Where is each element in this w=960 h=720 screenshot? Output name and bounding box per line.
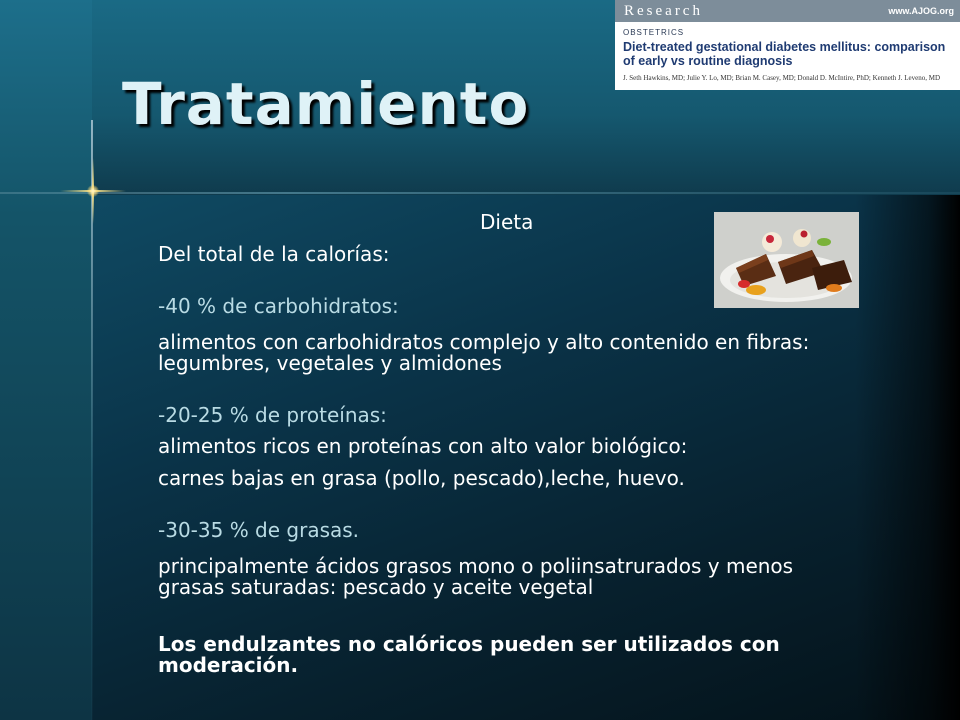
proteins-header: -20-25 % de proteínas: bbox=[158, 403, 387, 427]
desserts-photo bbox=[714, 212, 859, 308]
right-shade bbox=[855, 195, 960, 720]
calories-intro: Del total de la calorías: bbox=[158, 242, 390, 266]
sparkle-icon bbox=[60, 158, 126, 224]
carbohydrates-text: alimentos con carbohidratos complejo y alto contenido en fibras: legumbres, vegetales y almidones bbox=[158, 330, 810, 375]
desserts-icon bbox=[714, 212, 859, 308]
article-title: Diet-treated gestational diabetes mellitus: comparison of early vs routine diagnosis bbox=[623, 40, 946, 68]
diet-heading: Dieta bbox=[480, 210, 534, 234]
horizontal-divider bbox=[0, 192, 960, 194]
research-header-image bbox=[615, 0, 960, 90]
article-authors: J. Seth Hawkins, MD; Julie Y. Lo, MD; Brian M. Casey, MD; Donald D. McIntire, PhD; Kenneth J. Leveno, MD bbox=[623, 74, 941, 82]
carbohydrates-header: -40 % de carbohidratos: bbox=[158, 294, 399, 318]
research-bar bbox=[615, 0, 960, 22]
slide-title: Tratamiento bbox=[122, 70, 530, 138]
section-label: OBSTETRICS bbox=[623, 28, 685, 37]
sweeteners-note: Los endulzantes no calóricos pueden ser utilizados con moderación. bbox=[158, 632, 780, 677]
research-label: Research bbox=[624, 3, 703, 19]
proteins-text-1: alimentos ricos en proteínas con alto valor biológico: bbox=[158, 434, 688, 458]
left-band bbox=[0, 0, 92, 720]
proteins-text-2: carnes bajas en grasa (pollo, pescado),leche, huevo. bbox=[158, 466, 685, 490]
fats-text: principalmente ácidos grasos mono o poliinsatrurados y menos grasas saturadas: pescado y aceite vegetal bbox=[158, 554, 794, 599]
fats-header: -30-35 % de grasas. bbox=[158, 518, 360, 542]
journal-url: www.AJOG.org bbox=[888, 6, 954, 16]
